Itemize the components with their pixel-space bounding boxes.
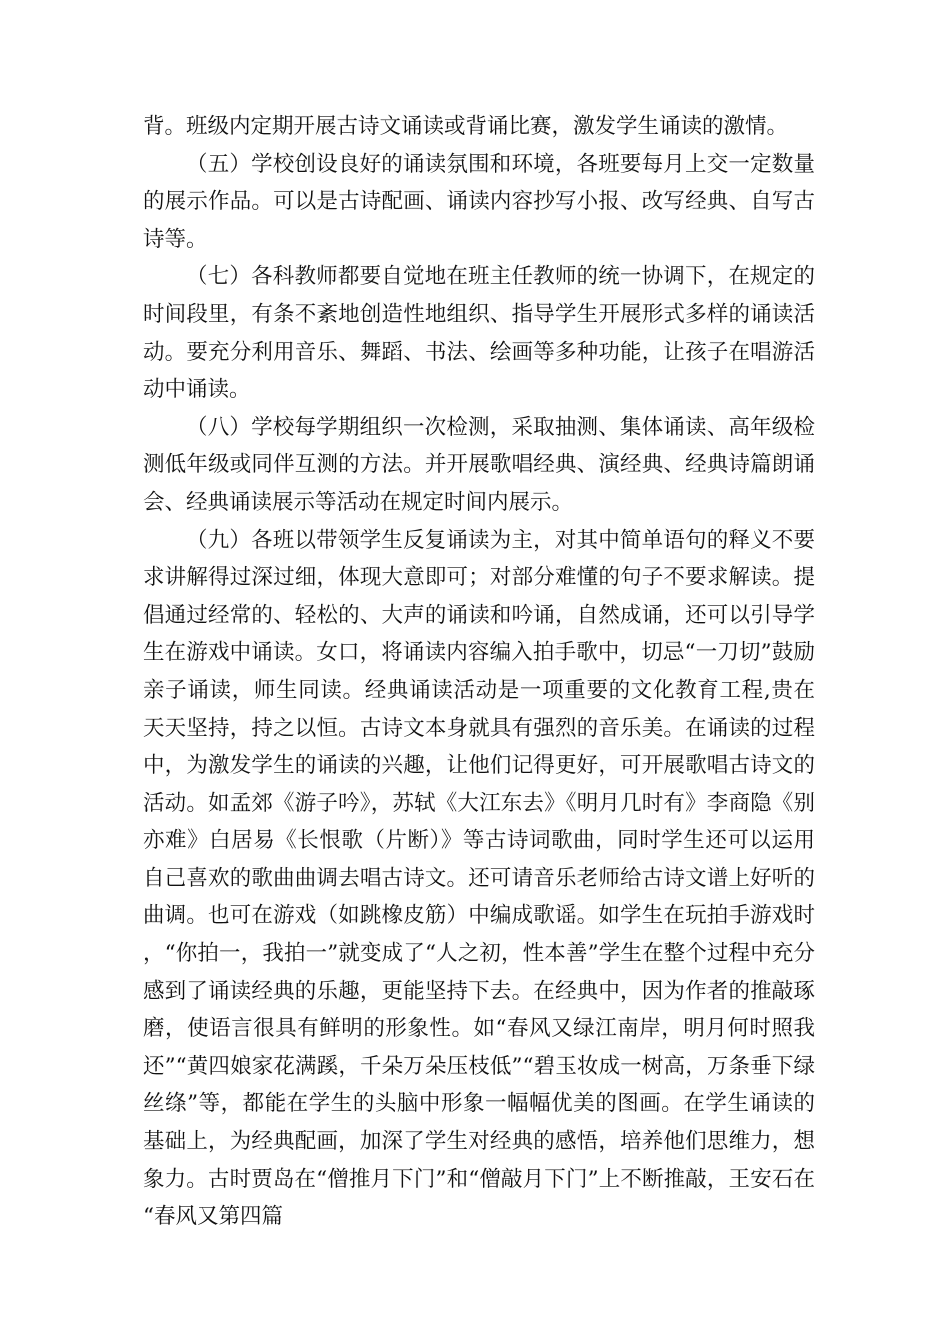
paragraph-item-7: （七）各科教师都要自觉地在班主任教师的统一协调下，在规定的时间段里，有条不紊地创造性地组织、指导学生开展形式多样的诵读活动。要充分利用音乐、舞蹈、书法、绘画等多种功能，让孩子在唱游活动中诵读。 — [143, 264, 815, 403]
paragraph-continuation: 背。班级内定期开展古诗文诵读或背诵比赛，激发学生诵读的激情。 — [143, 114, 789, 139]
paragraph-item-9: （九）各班以带领学生反复诵读为主，对其中简单语句的释义不要求讲解得过深过细，体现大意即可；对部分难懂的句子不要求解读。提倡通过经常的、轻松的、大声的诵读和吟诵，自然成诵，还可以引导学生在游戏中诵读。女口，将诵读内容编入拍手歌中，切忌“一刀切”鼓励亲子诵读，师生同读。经典诵读活动是一项重要的文化教育工程,贵在天天坚持，持之以恒。古诗文本身就具有强烈的音乐美。在诵读的过程中，为激发学生的诵读的兴趣，让他们记得更好，可开展歌唱古诗文的活动。如孟郊《游子吟》，苏轼《大江东去》《明月几时有》李商隐《别亦难》白居易《长恨歌（片断）》等古诗词歌曲，同时学生还可以运用自己喜欢的歌曲曲调去唱古诗文。还可请音乐老师给古诗文谱上好听的曲调。也可在游戏（如跳橡皮筋）中编成歌谣。如学生在玩拍手游戏时，“你拍一，我拍一”就变成了“人之初，性本善”学生在整个过程中充分感到了诵读经典的乐趣，更能坚持下去。在经典中，因为作者的推敲琢磨，使语言很具有鲜明的形象性。如“春风又绿江南岸，明月何时照我还”“黄四娘家花满蹊，千朵万朵压枝低”“碧玉妆成一树高，万条垂下绿丝绦”等，都能在学生的头脑中形象一幅幅优美的图画。在学生诵读的基础上，为经典配画，加深了学生对经典的感悟，培养他们思维力，想象力。古时贾岛在“僧推月下门”和“僧敲月下门”上不断推敲，王安石在“春风又第四篇 — [143, 527, 815, 1230]
document-body — [143, 108, 815, 1236]
paragraph-item-5: （五）学校创设良好的诵读氛围和环境，各班要每月上交一定数量的展示作品。可以是古诗配画、诵读内容抄写小报、改写经典、自写古诗等。 — [143, 151, 815, 252]
paragraph-item-8: （八）学校每学期组织一次检测，采取抽测、集体诵读、高年级检测低年级或同伴互测的方法。并开展歌唱经典、演经典、经典诗篇朗诵会、经典诵读展示等活动在规定时间内展示。 — [143, 414, 815, 515]
